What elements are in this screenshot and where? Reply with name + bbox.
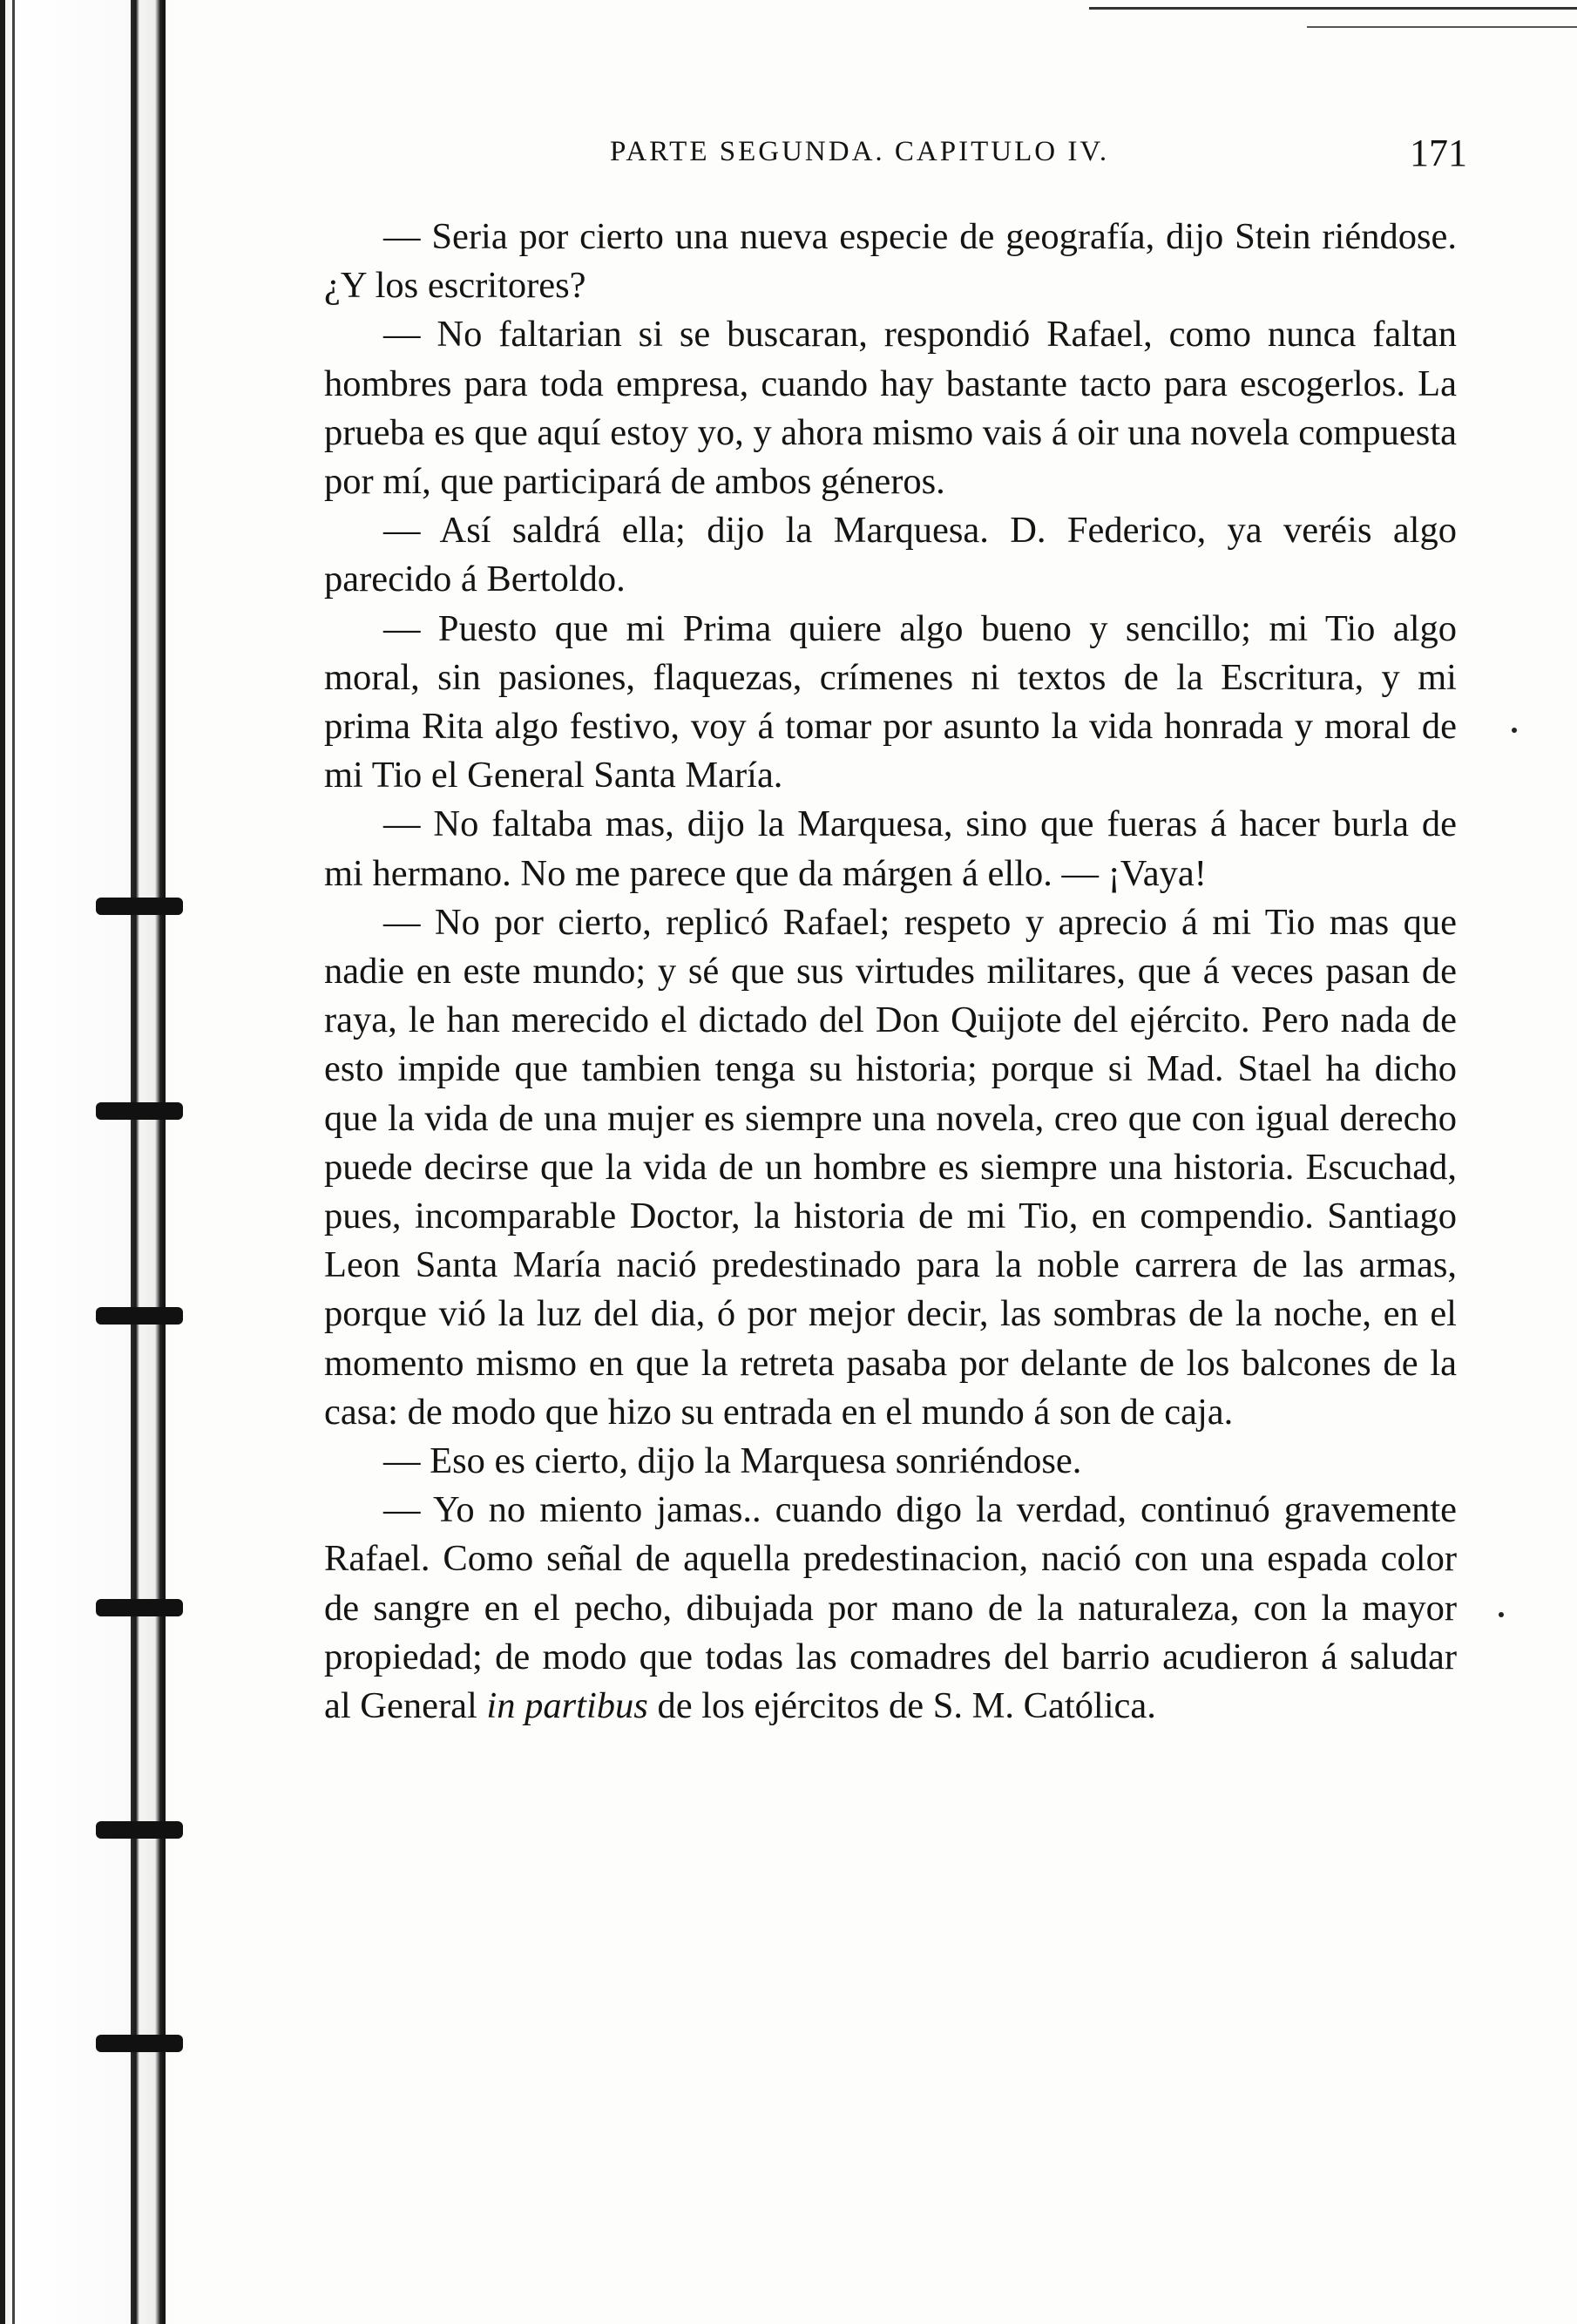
binding-spine [131,0,166,2324]
paragraph-text: — Yo no miento jamas.. cuando digo la verdad, continuó gravemente Rafael. Como señal de aquella predestinacion, nació con una espada color de sangre en el pecho, dibujada por mano de la naturaleza, con la mayor propiedad; de modo que todas las comadres del barrio acudieron á saludar al General [324,1489,1457,1727]
binding-edge [0,0,5,2324]
paragraph: — Puesto que mi Prima quiere algo bueno y sencillo; mi Tio algo moral, sin pasiones, flaquezas, crímenes ni textos de la Escritura, y mi prima Rita algo festivo, voy á tomar por asunto la vida honrada y moral de mi Tio el General Santa María. [324,607,1457,796]
paragraph: — No por cierto, replicó Rafael; respeto y aprecio á mi Tio mas que nadie en este mundo; y sé que sus virtudes militares, que á veces pasan de raya, le han merecido el dictado del Don Quijote del ejército. Pero nada de esto impide que tambien tenga su historia; porque si Mad. Stael ha dicho que la vida de una mujer es siempre una novela, creo que con igual derecho puede decirse que la vida de un hombre es siempre una historia. Escuchad, pues, incomparable Doctor, la historia de mi Tio, en compendio. Santiago Leon Santa María nació predestinado para la noble carrera de las armas, porque vió la luz del dia, ó por mejor decir, las sombras de la noche, en el momento mismo en que la retreta pasaba por delante de los balcones de la casa: de modo que hizo su entrada en el mundo á son de caja. [324,901,1457,1433]
top-rule [1307,26,1577,28]
binding-edge [12,0,15,2324]
binding-stitch [96,1821,183,1839]
paragraph-text: de los ejércitos de S. M. Católica. [647,1685,1156,1727]
print-speck [1512,728,1517,733]
paragraph: — No faltaba mas, dijo la Marquesa, sino que fueras á hacer burla de mi hermano. No me parece que da márgen á ello. — ¡Vaya! [324,803,1457,894]
paragraph: — Seria por cierto una nueva especie de geografía, dijo Stein riéndose. ¿Y los escritores? [324,216,1457,307]
print-speck [1499,1612,1504,1617]
top-rule [1089,7,1577,10]
body-text [324,213,1457,1731]
paragraph: — Eso es cierto, dijo la Marquesa sonriéndose. [383,1440,1082,1482]
binding-stitch [96,1599,183,1616]
binding-stitch [96,1102,183,1120]
page-number: 171 [1410,132,1467,174]
italic-phrase: in partibus [486,1685,648,1727]
paragraph: — Así saldrá ella; dijo la Marquesa. D. Federico, ya veréis algo parecido á Bertoldo. [324,510,1457,600]
binding-stitch [96,898,183,915]
book-binding [0,0,179,2324]
binding-stitch [96,2035,183,2052]
binding-stitch [96,1307,183,1325]
paragraph [324,1486,1457,1731]
paragraph: — No faltarian si se buscaran, respondió Rafael, como nunca faltan hombres para toda empresa, cuando hay bastante tacto para escogerlos. La prueba es que aquí estoy yo, y ahora mismo vais á oir una novela compuesta por mí, que participará de ambos géneros. [324,314,1457,503]
running-head: PARTE SEGUNDA. CAPITULO IV. [610,136,1110,167]
page-header [610,132,1481,188]
